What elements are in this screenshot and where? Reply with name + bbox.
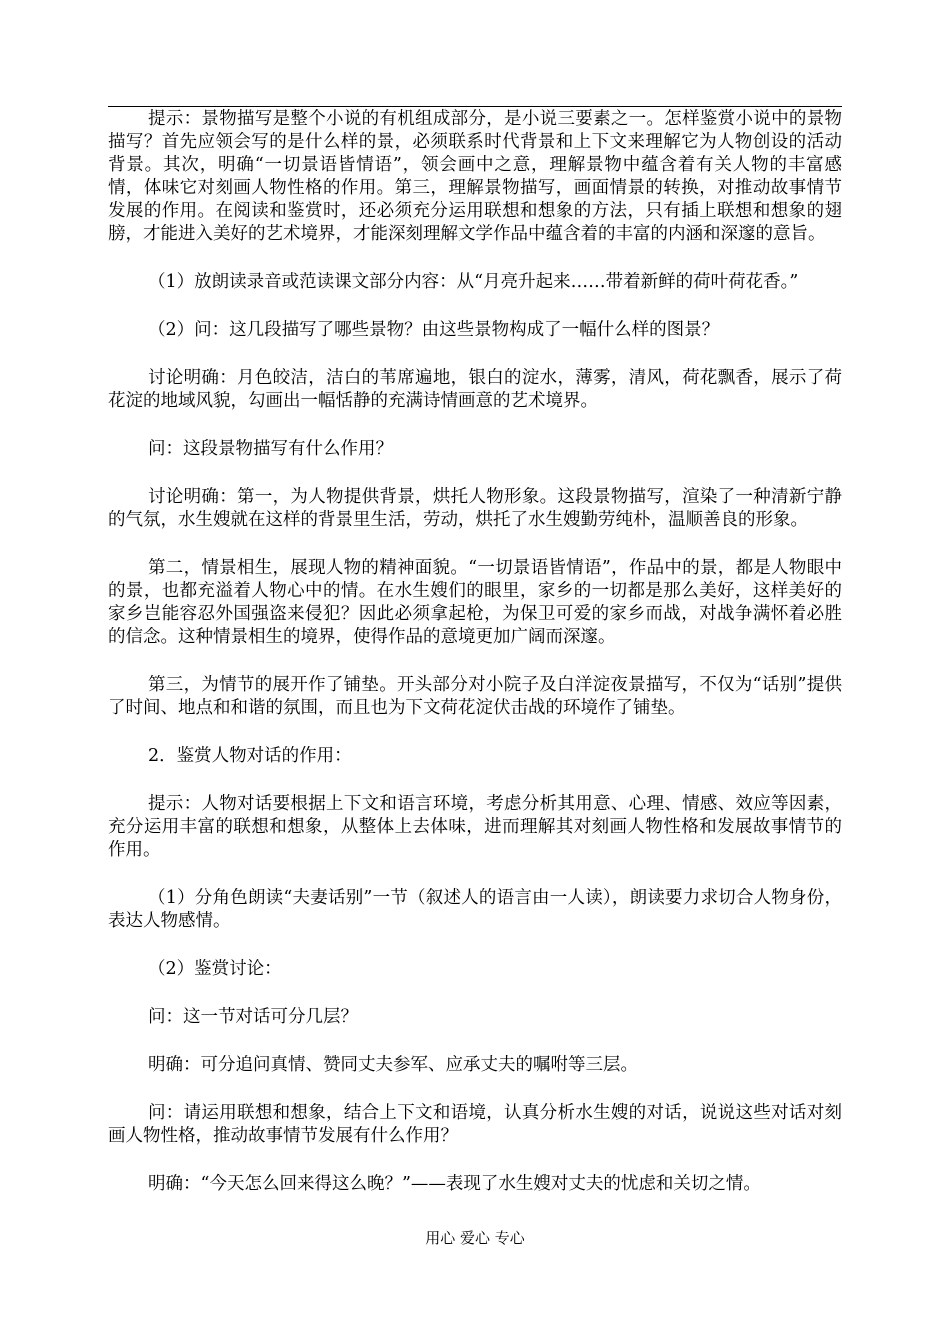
paragraph-question-scenery: （2）问：这几段描写了哪些景物？由这些景物构成了一幅什么样的图景？ — [148, 320, 720, 340]
paragraph-question-analysis: 问：请运用联想和想象，结合上下文和语境，认真分析水生嫂的对话，说说这些对话对刻画人物性格，推动故事情节发展有什么作用？ — [108, 1103, 842, 1146]
document-body — [108, 108, 842, 1221]
paragraph-answer-analysis: 明确：“今天怎么回来得这么晚？”——表现了水生嫂对丈夫的忧虑和关切之情。 — [148, 1174, 761, 1194]
paragraph-function-second: 第二，情景相生，展现人物的精神面貌。“一切景语皆情语”，作品中的景，都是人物眼中的景，也都充溢着人物心中的情。在水生嫂们的眼里，家乡的一切都是那么美好，这样美好的家乡岂能容忍外国强盗来侵犯？因此必须拿起枪，为保卫可爱的家乡而战，对战争满怀着必胜的信念。这种情景相生的境界，使得作品的意境更加广阔而深邃。 — [108, 558, 842, 647]
paragraph-function-first: 讨论明确：第一，为人物提供背景，烘托人物形象。这段景物描写，渲染了一种清新宁静的气氛，水生嫂就在这样的背景里生活，劳动，烘托了水生嫂勤劳纯朴，温顺善良的形象。 — [108, 487, 842, 530]
paragraph-dialogue-hint: 提示：人物对话要根据上下文和语言环境，考虑分析其用意、心理、情感、效应等因素，充分运用丰富的联想和想象，从整体上去体味，进而理解其对刻画人物性格和发展故事情节的作用。 — [108, 794, 842, 860]
paragraph-discussion-scenery: 讨论明确：月色皎洁，洁白的苇席遍地，银白的淀水，薄雾，清风，荷花飘香，展示了荷花淀的地域风貌，勾画出一幅恬静的充满诗情画意的艺术境界。 — [108, 368, 842, 411]
paragraph-question-layers: 问：这一节对话可分几层？ — [148, 1007, 358, 1027]
section-heading-dialogue: 2．鉴赏人物对话的作用： — [148, 746, 352, 766]
paragraph-discussion-label: （2）鉴赏讨论： — [148, 959, 282, 979]
paragraph-read-aloud: （1）放朗读录音或范读课文部分内容：从“月亮升起来……带着新鲜的荷叶荷花香。” — [148, 272, 799, 292]
paragraph-question-function: 问：这段景物描写有什么作用？ — [148, 439, 393, 459]
paragraph-role-reading: （1）分角色朗读“夫妻话别”一节（叙述人的语言由一人读），朗读要力求切合人物身份，表达人物感情。 — [108, 888, 842, 931]
paragraph-scenery-hint: 提示：景物描写是整个小说的有机组成部分，是小说三要素之一。怎样鉴赏小说中的景物描写？首先应领会写的是什么样的景，必须联系时代背景和上下文来理解它为人物创设的活动背景。其次，明确“一切景语皆情语”，领会画中之意，理解景物中蕴含着有关人物的丰富感情，体味它对刻画人物性格的作用。第三，理解景物描写，画面情景的转换，对推动故事情节发展的作用。在阅读和鉴赏时，还必须充分运用联想和想象的方法，只有插上联想和想象的翅膀，才能进入美好的艺术境界，才能深刻理解文学作品中蕴含着的丰富的内涵和深邃的意旨。 — [108, 109, 842, 244]
page-footer: 用心 爱心 专心 — [425, 1229, 525, 1247]
paragraph-function-third: 第三，为情节的展开作了铺垫。开头部分对小院子及白洋淀夜景描写，不仅为“话别”提供了时间、地点和和谐的氛围，而且也为下文荷花淀伏击战的环境作了铺垫。 — [108, 675, 842, 718]
header-rule — [108, 106, 842, 107]
paragraph-answer-layers: 明确：可分追问真情、赞同丈夫参军、应承丈夫的嘱咐等三层。 — [148, 1055, 638, 1075]
